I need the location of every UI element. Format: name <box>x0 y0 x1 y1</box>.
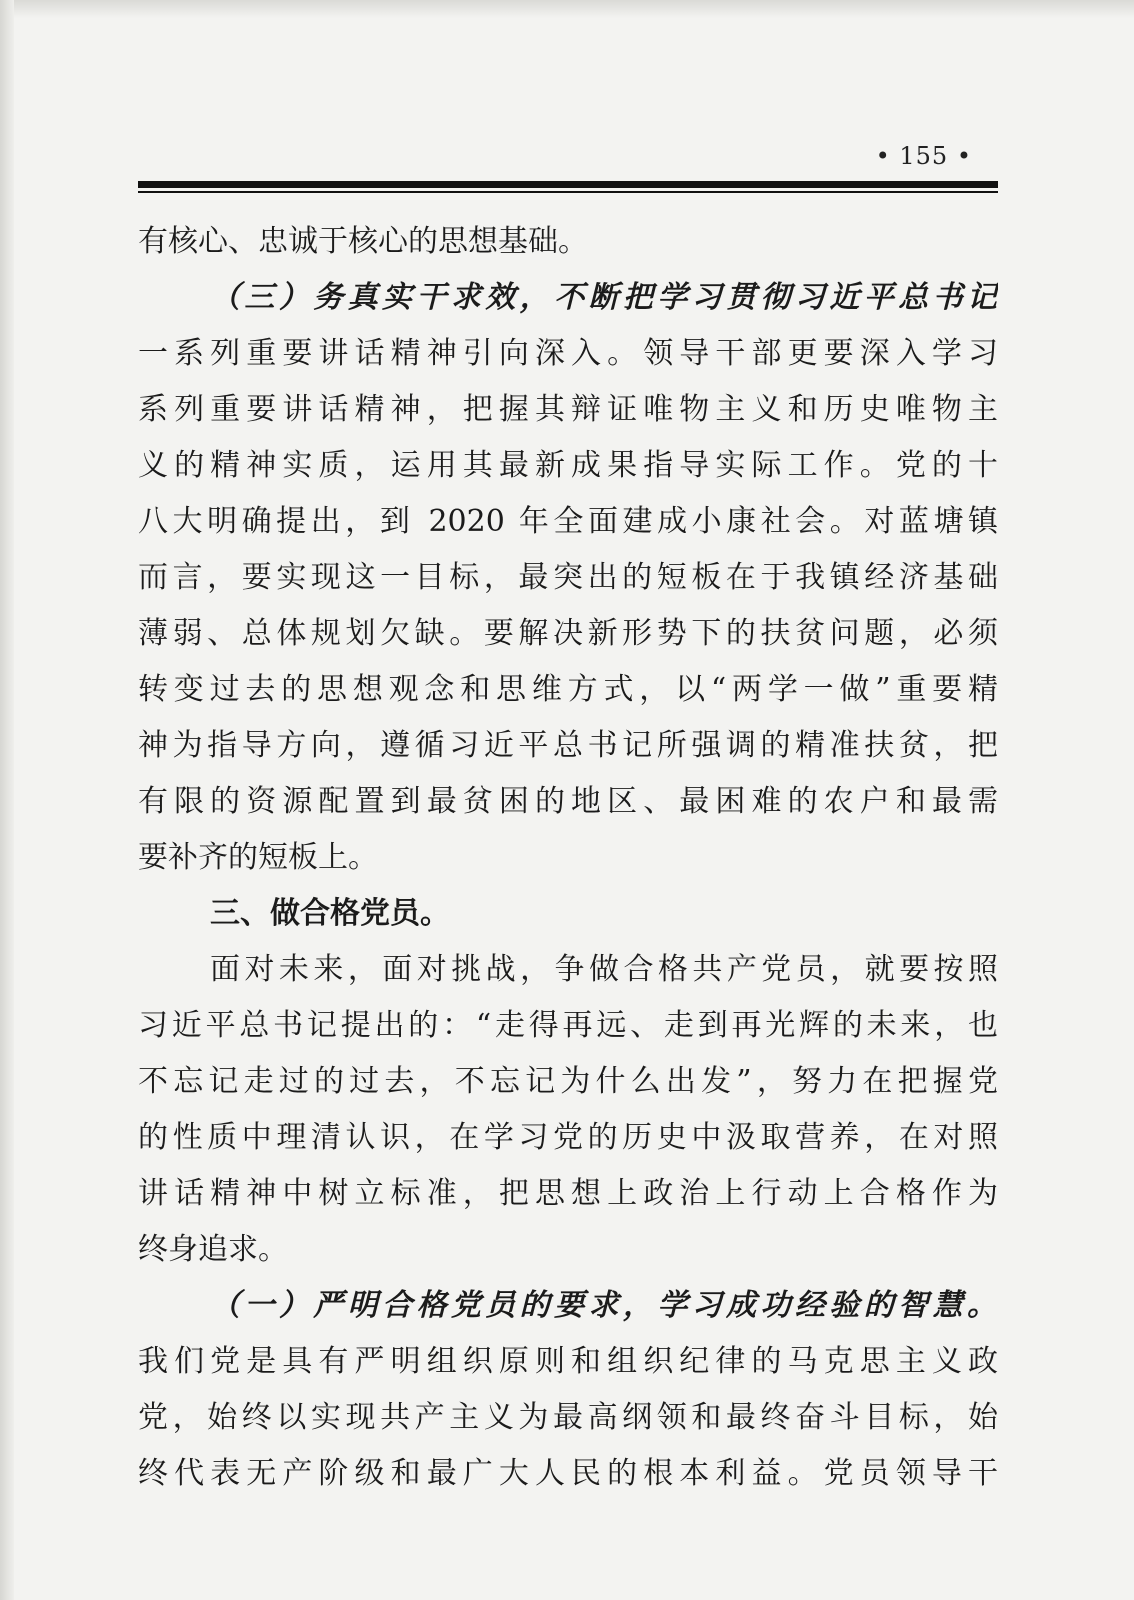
text-line: 面对未来，面对挑战，争做合格共产党员，就要按照 <box>210 952 998 987</box>
page-number: • 155 • <box>875 142 972 170</box>
text-line: 薄弱、总体规划欠缺。要解决新形势下的扶贫问题，必须 <box>138 616 998 651</box>
text-line: 不忘记走过的过去，不忘记为什么出发”，努力在把握党 <box>138 1064 998 1099</box>
body-text <box>138 214 998 1502</box>
text-line: 神为指导方向，遵循习近平总书记所强调的精准扶贫，把 <box>138 728 998 763</box>
text-line: 系列重要讲话精神，把握其辩证唯物主义和历史唯物主 <box>138 392 998 427</box>
text-line: 有限的资源配置到最贫困的地区、最困难的农户和最需 <box>138 784 998 819</box>
text-line: 终身追求。 <box>138 1232 288 1267</box>
text-line: 党，始终以实现共产主义为最高纲领和最终奋斗目标，始 <box>138 1400 998 1435</box>
scan-left-edge <box>0 0 14 1600</box>
text-line: 而言，要实现这一目标，最突出的短板在于我镇经济基础 <box>138 560 998 595</box>
text-line: 的性质中理清认识，在学习党的历史中汲取营养，在对照 <box>138 1120 998 1155</box>
header-rule-thin <box>138 191 998 193</box>
scan-top-edge <box>0 0 1134 18</box>
text-line: 一系列重要讲话精神引向深入。领导干部更要深入学习 <box>138 336 998 371</box>
subheading-line: （一）严明合格党员的要求，学习成功经验的智慧。 <box>210 1288 998 1323</box>
subheading-line: （三）务真实干求效，不断把学习贯彻习近平总书记 <box>210 280 998 315</box>
text-line: 有核心、忠诚于核心的思想基础。 <box>138 224 588 259</box>
text-line: 义的精神实质，运用其最新成果指导实际工作。党的十 <box>138 448 998 483</box>
text-line: 转变过去的思想观念和思维方式，以“两学一做”重要精 <box>138 672 998 707</box>
header-rule-thick <box>138 181 998 188</box>
text-line: 八大明确提出，到 2020 年全面建成小康社会。对蓝塘镇 <box>138 504 998 539</box>
text-line: 终代表无产阶级和最广大人民的根本利益。党员领导干 <box>138 1456 998 1491</box>
section-heading: 三、做合格党员。 <box>210 896 450 931</box>
text-line: 我们党是具有严明组织原则和组织纪律的马克思主义政 <box>138 1344 998 1379</box>
text-line: 要补齐的短板上。 <box>138 840 378 875</box>
text-line: 讲话精神中树立标准，把思想上政治上行动上合格作为 <box>138 1176 998 1211</box>
text-line: 习近平总书记提出的：“走得再远、走到再光辉的未来，也 <box>138 1008 998 1043</box>
